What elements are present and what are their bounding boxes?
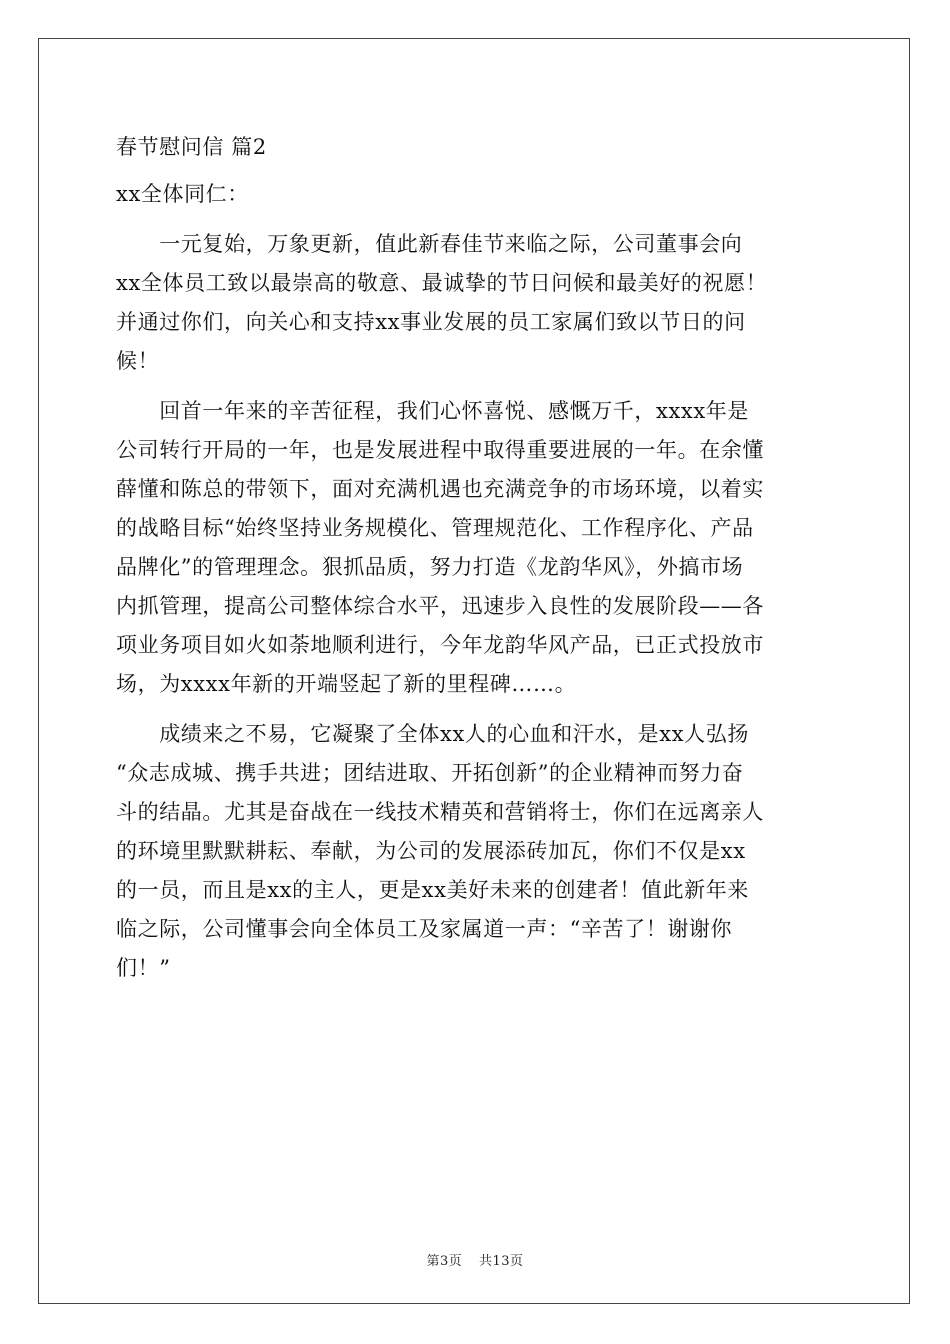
paragraph-line: 场，为xxxx年新的开端竖起了新的里程碑……。 [116, 672, 577, 696]
paragraph-line: 一元复始，万象更新，值此新春佳节来临之际，公司董事会向 [116, 232, 743, 256]
paragraph-line: “众志成城、携手共进；团结进取、开拓创新”的企业精神而努力奋 [116, 761, 744, 785]
paragraph-1 [116, 225, 836, 381]
paragraph-line: 内抓管理，提高公司整体综合水平，迅速步入良性的发展阶段——各 [116, 594, 764, 618]
paragraph-3 [116, 715, 836, 988]
paragraph-line: 临之际，公司懂事会向全体员工及家属道一声：“辛苦了！谢谢你 [116, 917, 733, 941]
greeting-line: xx全体同仁： [116, 182, 249, 206]
paragraph-line: 品牌化”的管理理念。狠抓品质，努力打造《龙韵华风》，外搞市场 [116, 555, 744, 579]
paragraph-line: 并通过你们，向关心和支持xx事业发展的员工家属们致以节日的问 [116, 310, 746, 334]
page-number-total: 共13页 [478, 1254, 524, 1269]
page-number-current: 第3页 [426, 1254, 463, 1269]
page-footer [0, 1250, 950, 1269]
paragraph-line: 公司转行开局的一年，也是发展进程中取得重要进展的一年。在余懂 [116, 438, 764, 462]
paragraph-line: 的战略目标“始终坚持业务规模化、管理规范化、工作程序化、产品 [116, 516, 754, 540]
paragraph-line: 的一员，而且是xx的主人，更是xx美好未来的创建者！值此新年来 [116, 878, 749, 902]
paragraph-line: xx全体员工致以最崇高的敬意、最诚挚的节日问候和最美好的祝愿！ [116, 271, 768, 295]
paragraph-line: 薛懂和陈总的带领下，面对充满机遇也充满竞争的市场环境，以着实 [116, 477, 764, 501]
document-title: 春节慰问信 篇2 [116, 135, 267, 159]
paragraph-line: 项业务项目如火如荼地顺利进行，今年龙韵华风产品，已正式投放市 [116, 633, 764, 657]
paragraph-line: 成绩来之不易，它凝聚了全体xx人的心血和汗水，是xx人弘扬 [116, 722, 749, 746]
letter-body [116, 128, 836, 988]
paragraph-line: 们！” [116, 956, 171, 980]
paragraph-line: 回首一年来的辛苦征程，我们心怀喜悦、感慨万千，xxxx年是 [116, 399, 749, 423]
paragraph-line: 候！ [116, 349, 160, 373]
paragraph-2 [116, 392, 836, 704]
paragraph-line: 斗的结晶。尤其是奋战在一线技术精英和营销将士，你们在远离亲人 [116, 800, 764, 824]
paragraph-line: 的环境里默默耕耘、奉献，为公司的发展添砖加瓦，你们不仅是xx [116, 839, 746, 863]
